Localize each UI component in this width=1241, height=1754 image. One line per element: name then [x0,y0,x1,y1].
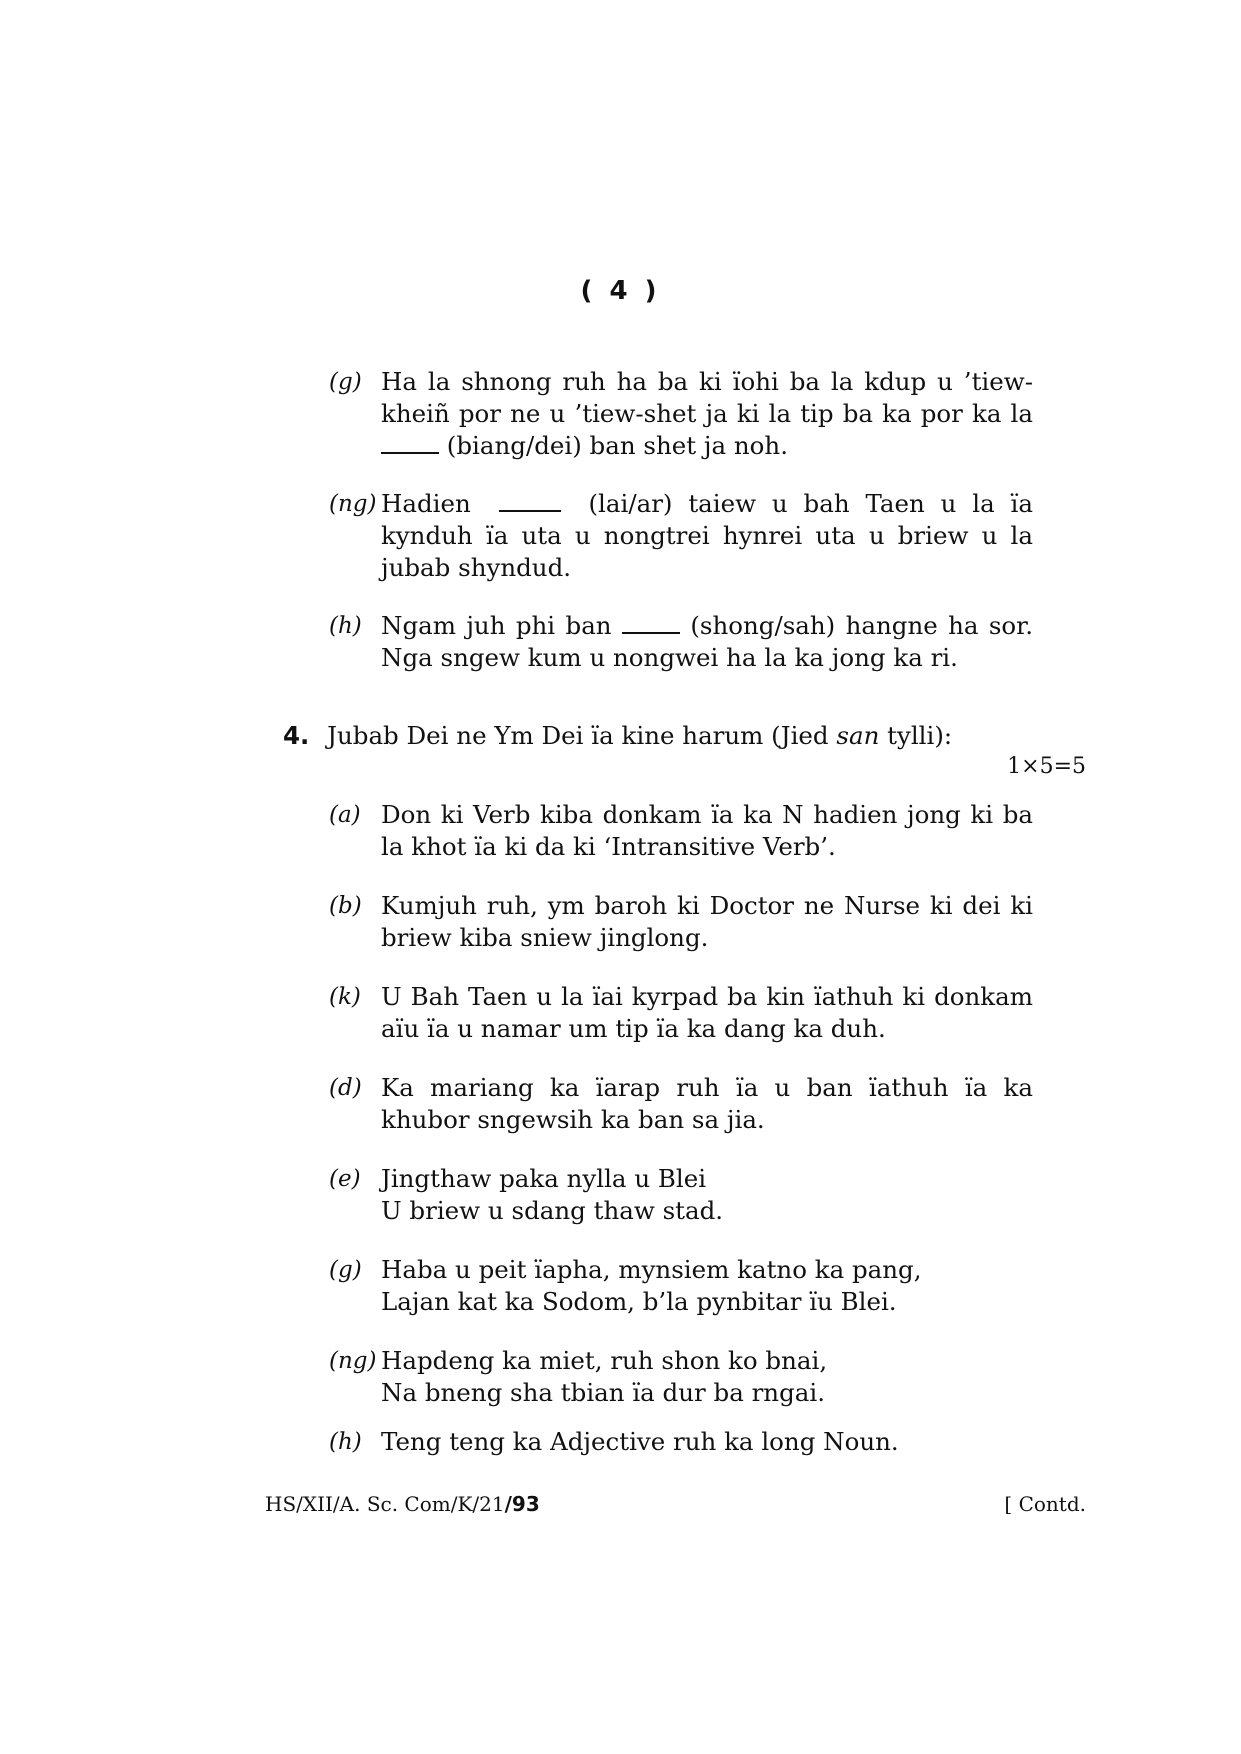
item-text [381,1163,1033,1227]
paper-code [265,1490,540,1518]
item-text [381,1345,1033,1409]
question-item [329,366,1033,462]
question-item [329,1345,1033,1409]
item-text: Teng teng ka Adjective ruh ka long Noun. [381,1427,899,1456]
question-marks: 1×5=5 [1007,754,1086,779]
item-text-before: Hadien [381,489,471,518]
item-text: Kumjuh ruh, ym baroh ki Doctor ne Nurse ki dei ki briew kiba sniew jinglong. [381,891,1033,952]
item-text-before: Ha la shnong ruh ha ba ki ïohi ba la kdup u ’tiew-kheiñ por ne u ’tiew-shet ja ki la tip ba ka por ka la [381,367,1033,428]
item-text [381,366,1033,462]
item-label: (d) [329,1075,362,1101]
question-item [329,1072,1033,1136]
item-text: Don ki Verb kiba donkam ïa ka N hadien jong ki ba la khot ïa ki da ki ‘Intransitive Verb’. [381,800,1033,861]
question-item [329,610,1033,674]
question-item [329,981,1033,1045]
item-text-before: Ngam juh phi ban [381,611,612,640]
question-item [329,799,1033,863]
verse-line: U briew u sdang thaw stad. [381,1196,724,1225]
item-label: (h) [329,613,362,639]
verse-line: Na bneng sha tbian ïa dur ba rngai. [381,1378,826,1407]
question-number: 4. [283,721,310,750]
item-text-after: (biang/dei) ban shet ja noh. [446,431,788,460]
fill-blank [499,488,561,512]
item-text [381,488,1033,584]
fill-blank [622,610,680,634]
fill-blank [381,430,439,454]
item-label: (e) [329,1166,361,1192]
item-text: U Bah Taen u la ïai kyrpad ba kin ïathuh ki donkam aïu ïa u namar um tip ïa ka dang ka duh. [381,982,1033,1043]
verse-line: Hapdeng ka miet, ruh shon ko bnai, [381,1346,828,1375]
paper-code-suffix: /93 [504,1492,540,1516]
item-label: (ng) [329,1348,377,1374]
item-text-after: (lai/ar) taiew u bah Taen u la ïa kynduh ïa uta u nongtrei hynrei uta u briew u la jubab shyndud. [381,489,1034,582]
question-item [329,1426,1033,1458]
item-label: (k) [329,984,361,1010]
page-number: ( 4 ) [580,276,661,306]
continued-note: [ Contd. [1004,1492,1086,1516]
verse-line: Haba u peit ïapha, mynsiem katno ka pang, [381,1255,922,1284]
item-text [381,610,1033,674]
item-label: (a) [329,802,361,828]
question-item [329,1254,1033,1318]
item-text-after: (shong/sah) hangne ha sor. Nga sngew kum u nongwei ha la ka jong ka ri. [381,611,1033,672]
verse-line: Jingthaw paka nylla u Blei [381,1164,707,1193]
item-label: (ng) [329,491,377,517]
question-text-before: Jubab Dei ne Ym Dei ïa kine harum (Jied [327,721,829,750]
item-label: (g) [329,1257,362,1283]
question-text-emphasis: san [836,721,880,750]
question-heading [283,720,952,752]
verse-line: Lajan kat ka Sodom, b’la pynbitar ïu Blei. [381,1287,897,1316]
question-text-after: tylli): [887,721,953,750]
item-label: (b) [329,893,362,919]
item-label: (g) [329,369,362,395]
paper-code-prefix: HS/XII/A. Sc. Com/K/21 [265,1492,505,1516]
question-item [329,890,1033,954]
item-text [381,1254,1033,1318]
item-label: (h) [329,1429,362,1455]
question-item [329,1163,1033,1227]
item-text: Ka mariang ka ïarap ruh ïa u ban ïathuh ïa ka khubor sngewsih ka ban sa jia. [381,1073,1033,1134]
question-item [329,488,1033,584]
